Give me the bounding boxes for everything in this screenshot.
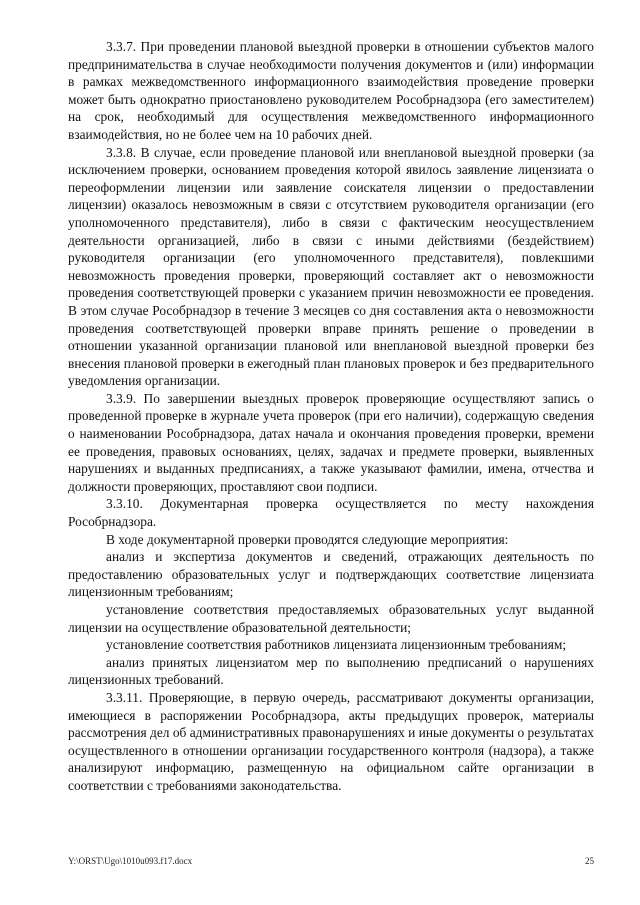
page-footer [68,856,594,866]
paragraph-3-3-10: 3.3.10. Документарная проверка осуществляется по месту нахождения Рособрнадзора. [68,496,594,530]
paragraph-3-3-9: 3.3.9. По завершении выездных проверок проверяющие осуществляют запись о проведенной проверке в журнале учета проверок (при его наличии), содержащую сведения о наименовании Рособрнадзора, датах начала и окончания проведения проверки, времени ее проведения, правовых основаниях, целях, задачах и предмете проверки, выявленных нарушениях и выданных предписаниях, а также указывают фамилии, имена, отчества и должности проверяющих, проставляют свои подписи. [68,390,594,494]
paragraph-measure-services: установление соответствия предоставляемых образовательных услуг выданной лицензии на осуществление образовательной деятельности; [68,602,594,635]
paragraph-3-3-7: 3.3.7. При проведении плановой выездной проверки в отношении субъектов малого предпринимательства в случае необходимости получения документов и (или) информации в рамках межведомственного информационного взаимодействия проведение проверки может быть однократно приостановлено руководителем Рособрнадзора (его заместителем) на срок, необходимый для осуществления межведомственного информационного взаимодействия, но не более чем на 10 рабочих дней. [68,39,594,142]
paragraph-measure-analysis: анализ и экспертиза документов и сведений, отражающих деятельность по предоставлению образовательных услуг и подтверждающих соответствие лицензиата лицензионным требованиям; [68,549,594,600]
document-body [68,38,594,795]
paragraph-3-3-11: 3.3.11. Проверяющие, в первую очередь, рассматривают документы организации, имеющиеся в распоряжении Рособрнадзора, акты предыдущих проверок, материалы рассмотрения дел об административных правонарушениях и иные документы о результатах осуществленного в отношении организации государственного контроля (надзора), а также анализируют информацию, размещенную на официальном сайте организации в соответствии с требованиями законодательства. [68,689,594,793]
page-number: 25 [585,856,594,866]
paragraph-measures-intro: В ходе документарной проверки проводятся следующие мероприятия: [106,531,509,547]
paragraph-measure-orders: анализ принятых лицензиатом мер по выполнению предписаний о нарушениях лицензионных требований. [68,654,594,688]
paragraph-3-3-8: 3.3.8. В случае, если проведение плановой или внеплановой выездной проверки (за исключением проверки, основанием проведения которой явилось заявление лицензиата о переоформлении лицензии или заявление соискателя лицензии о предоставлении лицензии) оказалось невозможным в связи с отсутствием руководителя организации (его уполномоченного представителя), либо в связи с фактическим неосуществлением деятельности организацией, либо в связи с иными действиями (бездействием) руководителя организации (его уполномоченного представителя), повлекшими невозможность проведения проверки, проверяющий составляет акт о невозможности проведения соответствующей проверки с указанием причин невозможности ее проведения. В этом случае Рособрнадзор в течение 3 месяцев со дня составления акта о невозможности проведения соответствующей проверки вправе принять решение о проведении в отношении указанной организации плановой или внеплановой выездной проверки без внесения плановой проверки в ежегодный план плановых проверок и без предварительного уведомления организации. [68,144,594,389]
paragraph-measure-staff: установление соответствия работников лицензиата лицензионным требованиям; [106,637,567,653]
footer-file-path: Y:\ORST\Ugo\1010u093.f17.docx [68,856,193,866]
